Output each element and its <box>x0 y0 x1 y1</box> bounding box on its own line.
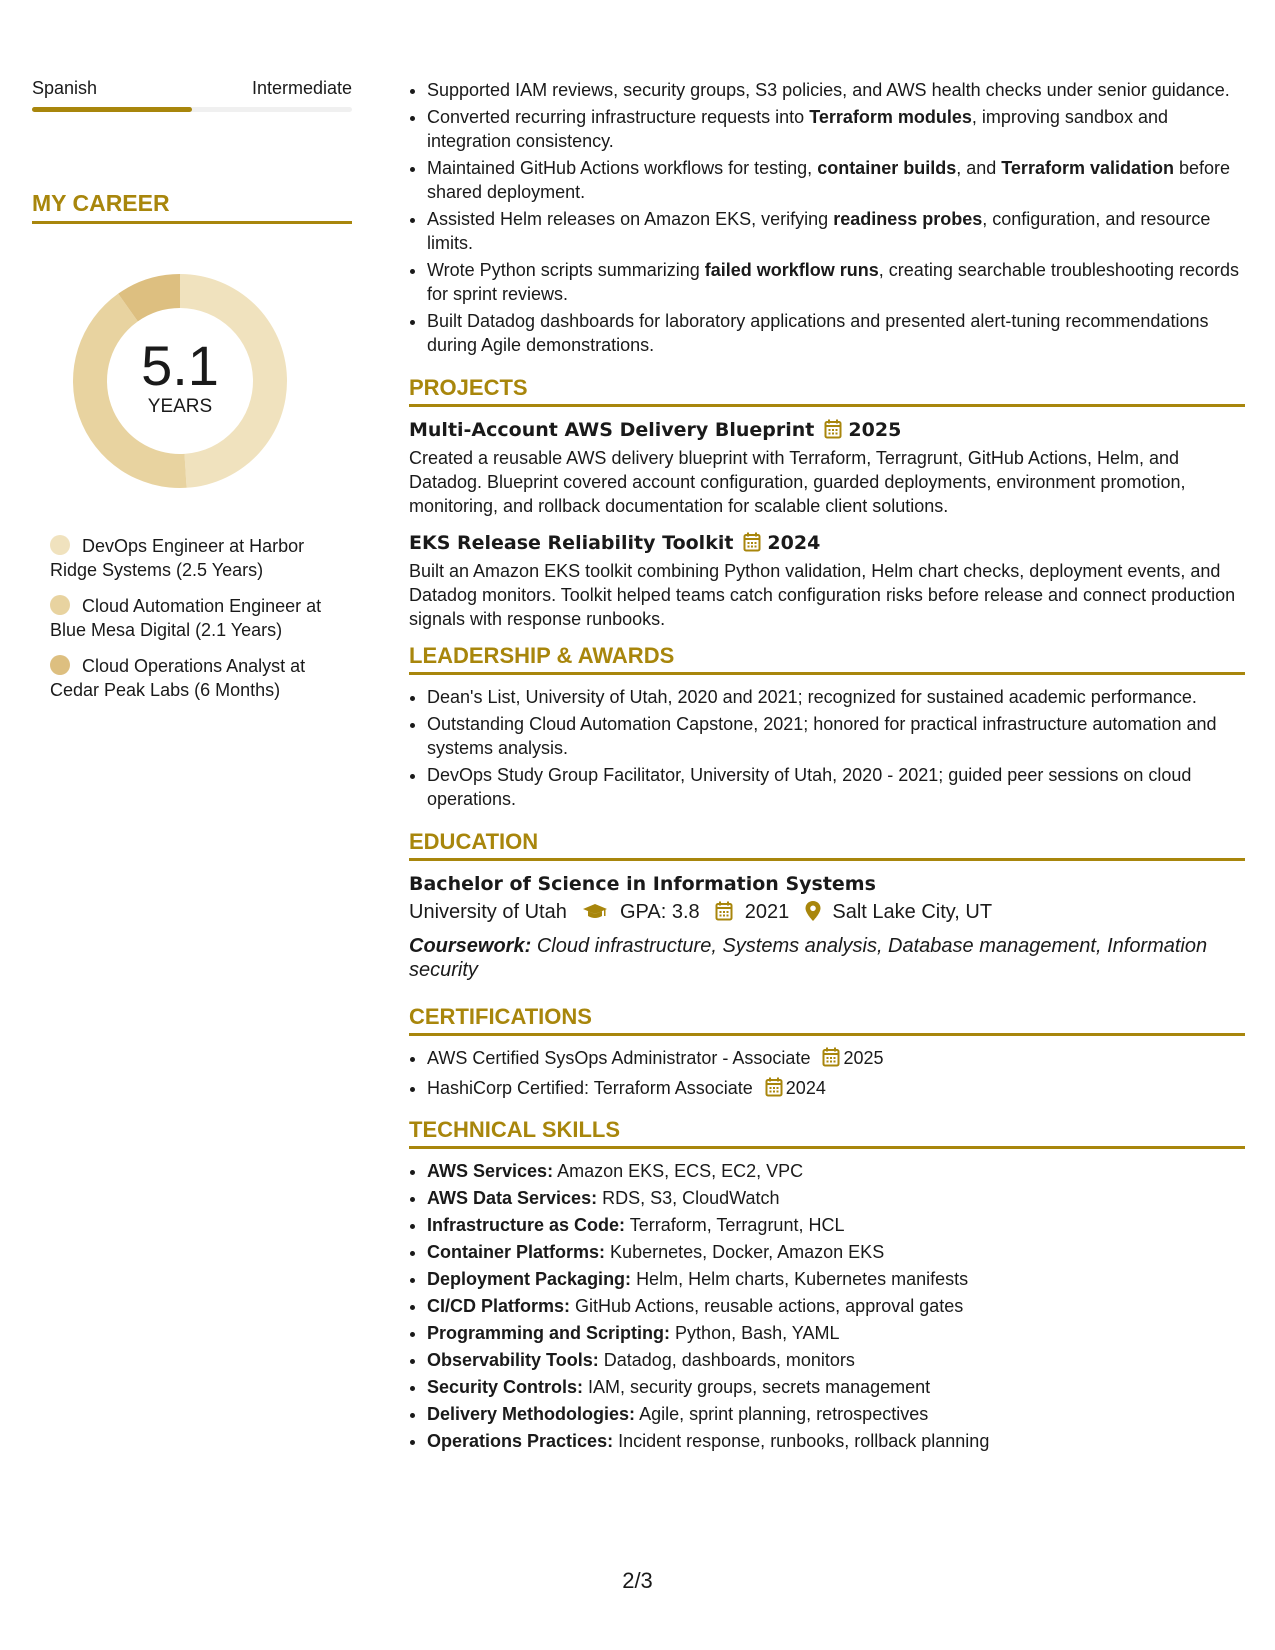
skill-category: Observability Tools: <box>427 1350 599 1370</box>
certifications-list <box>409 1046 1245 1103</box>
skill-values: RDS, S3, CloudWatch <box>602 1188 780 1208</box>
skill-item <box>427 1213 1245 1237</box>
project-year: 2025 <box>848 419 902 441</box>
skill-values: Kubernetes, Docker, Amazon EKS <box>610 1242 885 1262</box>
skill-category: Delivery Methodologies: <box>427 1404 636 1424</box>
calendar-icon <box>715 900 733 930</box>
education-meta <box>409 897 1245 930</box>
project-header <box>409 530 1245 559</box>
school-name: University of Utah <box>409 901 567 923</box>
language-row <box>32 78 352 99</box>
project-header <box>409 417 1245 446</box>
experience-bullet <box>427 207 1245 255</box>
education-heading: EDUCATION <box>409 829 1245 861</box>
bullet-text: Supported IAM reviews, security groups, S3 policies, and AWS health checks under senior guidance. <box>427 80 1230 100</box>
education-entry <box>409 871 1245 982</box>
skill-values: Amazon EKS, ECS, EC2, VPC <box>557 1161 804 1181</box>
leadership-heading: LEADERSHIP & AWARDS <box>409 643 1245 675</box>
bullet-text: Wrote Python scripts summarizing <box>427 260 705 280</box>
bold-keyword: Terraform modules <box>809 107 972 127</box>
school-location: Salt Lake City, UT <box>832 901 993 923</box>
skill-category: CI/CD Platforms: <box>427 1296 571 1316</box>
skill-values: GitHub Actions, reusable actions, approval gates <box>575 1296 964 1316</box>
skill-category: Container Platforms: <box>427 1242 606 1262</box>
experience-bullet <box>427 156 1245 204</box>
calendar-icon <box>822 1047 840 1073</box>
skill-values: Incident response, runbooks, rollback planning <box>618 1431 990 1451</box>
career-legend-label: Cloud Automation Engineer at Blue Mesa Digital (2.1 Years) <box>50 596 322 640</box>
skill-values: Helm, Helm charts, Kubernetes manifests <box>636 1269 969 1289</box>
coursework-list: Cloud infrastructure, Systems analysis, Database management, Information security <box>409 935 1208 981</box>
skill-category: AWS Services: <box>427 1161 554 1181</box>
skill-item <box>427 1267 1245 1291</box>
donut-center <box>65 266 295 496</box>
skill-category: Programming and Scripting: <box>427 1323 671 1343</box>
skills-heading: TECHNICAL SKILLS <box>409 1117 1245 1149</box>
skill-item <box>427 1375 1245 1399</box>
calendar-icon <box>743 532 761 559</box>
calendar-icon <box>824 419 842 446</box>
certification-name: HashiCorp Certified: Terraform Associate <box>427 1078 753 1098</box>
total-years: 5.1 <box>141 334 219 397</box>
gpa: GPA: 3.8 <box>619 901 700 923</box>
certification-item <box>427 1046 1245 1073</box>
page-number: 2/3 <box>622 1568 653 1593</box>
experience-bullet <box>427 78 1245 102</box>
bullet-text: Built Datadog dashboards for laboratory applications and presented alert-tuning recommendations during Agile demonstrations. <box>427 311 1209 355</box>
bold-keyword: container builds <box>817 158 957 178</box>
skill-category: Operations Practices: <box>427 1431 614 1451</box>
years-unit: YEARS <box>147 396 213 417</box>
projects-list <box>409 417 1245 631</box>
leadership-item: • Dean's List, University of Utah, 2020 and 2021; recognized for sustained academic performance. <box>427 685 1245 709</box>
skill-item <box>427 1240 1245 1264</box>
experience-bullet <box>427 309 1245 357</box>
skill-item <box>427 1186 1245 1210</box>
bold-keyword: Terraform validation <box>1001 158 1174 178</box>
career-legend-item <box>50 594 325 642</box>
language-proficiency-fill <box>32 107 192 112</box>
language-proficiency-bar <box>32 107 352 112</box>
leadership-item: • DevOps Study Group Facilitator, University of Utah, 2020 - 2021; guided peer sessions on cloud operations. <box>427 763 1245 811</box>
coursework-label: Coursework: <box>409 935 532 957</box>
bullet-text: Converted recurring infrastructure requests into <box>427 107 810 127</box>
experience-bullet <box>427 258 1245 306</box>
project-description: Built an Amazon EKS toolkit combining Python validation, Helm chart checks, deployment events, and Datadog monitors. Toolkit helped teams catch configuration risks before release and connect production signals with response runbooks. <box>409 561 1236 629</box>
project-title: Multi-Account AWS Delivery Blueprint <box>409 419 815 441</box>
skill-item <box>427 1321 1245 1345</box>
skill-values: Agile, sprint planning, retrospectives <box>639 1404 929 1424</box>
language-level: Intermediate <box>251 78 352 98</box>
graduation-cap-icon <box>582 900 608 930</box>
project-year: 2024 <box>767 532 821 554</box>
skill-values: Terraform, Terragrunt, HCL <box>629 1215 845 1235</box>
skill-category: Security Controls: <box>427 1377 584 1397</box>
certification-item <box>427 1076 1245 1103</box>
project-description: Created a reusable AWS delivery blueprint with Terraform, Terragrunt, GitHub Actions, Helm, and Datadog. Blueprint covered account configuration, guarded deployments, environment promotion, monitoring, and rollback documentation for scalable client solutions. <box>409 448 1186 516</box>
left-column <box>32 78 352 714</box>
experience-bullet <box>427 105 1245 153</box>
bullet-text: , and <box>956 158 1002 178</box>
skill-category: Deployment Packaging: <box>427 1269 632 1289</box>
coursework <box>409 934 1245 982</box>
skill-item <box>427 1402 1245 1426</box>
projects-heading: PROJECTS <box>409 375 1245 407</box>
skill-item <box>427 1429 1245 1453</box>
certifications-heading: CERTIFICATIONS <box>409 1004 1245 1036</box>
skill-item <box>427 1294 1245 1318</box>
project-title: EKS Release Reliability Toolkit <box>409 532 734 554</box>
career-donut-chart <box>65 266 295 496</box>
bullet-text: , creating searchable troubleshooting records for sprint reviews. <box>427 260 1240 304</box>
skill-category: AWS Data Services: <box>427 1188 598 1208</box>
legend-dot <box>50 535 70 555</box>
certification-year: 2025 <box>843 1048 884 1068</box>
career-legend-label: DevOps Engineer at Harbor Ridge Systems (2.5 Years) <box>50 536 305 580</box>
bullet-text: , configuration, and resource limits. <box>427 209 1211 253</box>
skill-values: IAM, security groups, secrets management <box>588 1377 931 1397</box>
graduation-year: 2021 <box>744 901 790 923</box>
skill-item <box>427 1159 1245 1183</box>
bullet-text: Assisted Helm releases on Amazon EKS, verifying <box>427 209 834 229</box>
legend-dot <box>50 595 70 615</box>
career-legend <box>32 534 352 702</box>
certification-name: AWS Certified SysOps Administrator - Associate <box>427 1048 811 1068</box>
skills-list <box>409 1159 1245 1453</box>
language-name: Spanish <box>32 78 98 98</box>
bold-keyword: readiness probes <box>833 209 983 229</box>
career-legend-item <box>50 534 325 582</box>
experience-bullets <box>409 78 1245 357</box>
skill-category: Infrastructure as Code: <box>427 1215 626 1235</box>
project-entry <box>409 530 1245 631</box>
bold-keyword: failed workflow runs <box>704 260 879 280</box>
certification-year: 2024 <box>785 1078 826 1098</box>
bullet-text: , improving sandbox and integration consistency. <box>427 107 1169 151</box>
career-heading: MY CAREER <box>32 190 352 224</box>
bullet-text: Maintained GitHub Actions workflows for testing, <box>427 158 818 178</box>
skill-values: Datadog, dashboards, monitors <box>603 1350 855 1370</box>
location-pin-icon <box>805 900 821 930</box>
skill-values: Python, Bash, YAML <box>675 1323 840 1343</box>
leadership-item: • Outstanding Cloud Automation Capstone, 2021; honored for practical infrastructure automation and systems analysis. <box>427 712 1245 760</box>
bullet-text: before shared deployment. <box>427 158 1231 202</box>
career-legend-item <box>50 654 325 702</box>
leadership-list <box>409 685 1245 811</box>
calendar-icon <box>765 1077 783 1103</box>
degree-title: Bachelor of Science in Information Systems <box>409 873 876 895</box>
project-entry <box>409 417 1245 518</box>
career-legend-label: Cloud Operations Analyst at Cedar Peak Labs (6 Months) <box>50 656 306 700</box>
legend-dot <box>50 655 70 675</box>
skill-item <box>427 1348 1245 1372</box>
right-column <box>409 78 1245 1456</box>
